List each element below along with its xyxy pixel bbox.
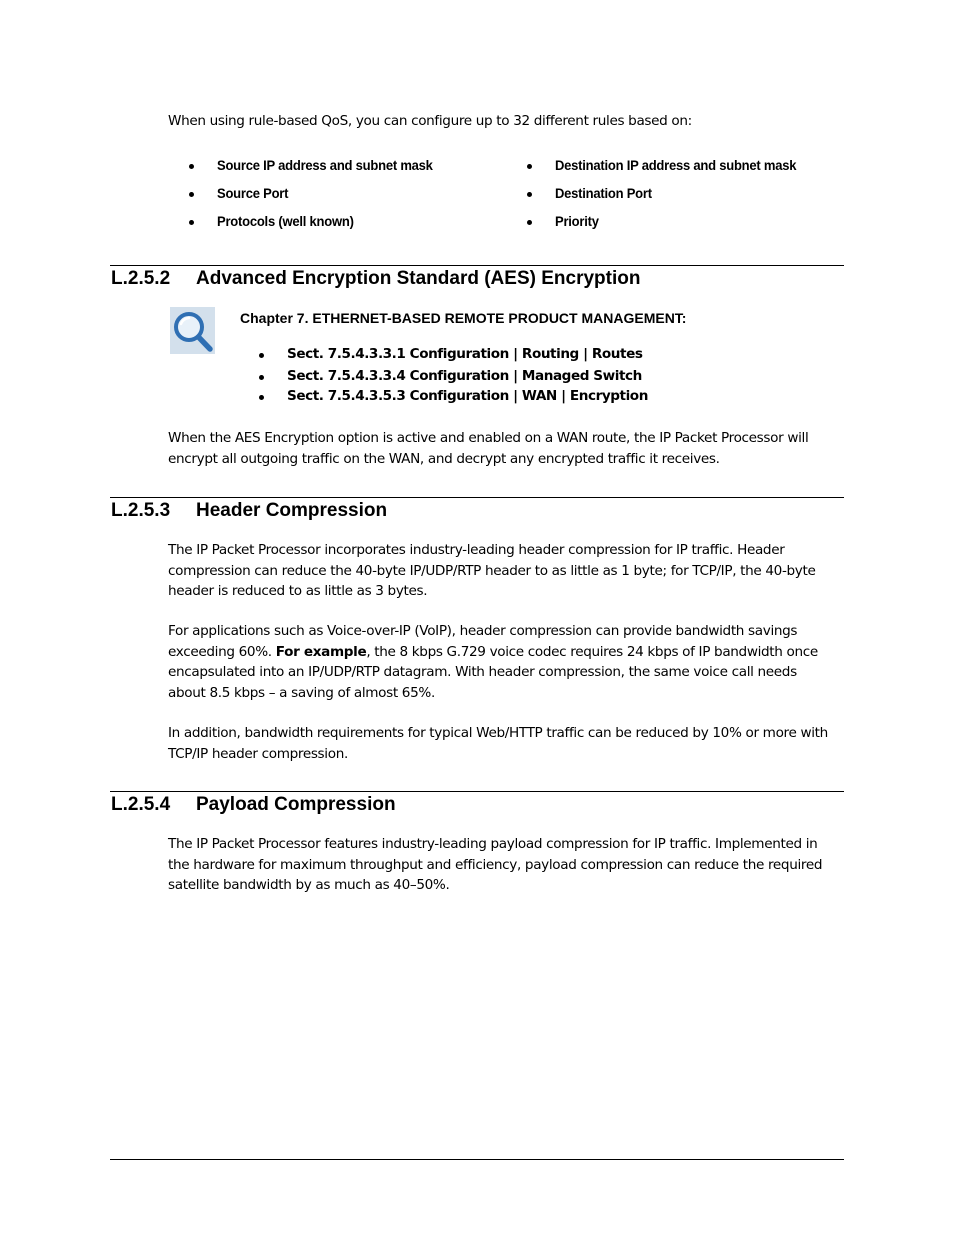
bullet-dot bbox=[259, 353, 264, 358]
section-heading-header-compression bbox=[111, 500, 387, 522]
section-divider bbox=[110, 791, 844, 792]
bullet-dot bbox=[189, 192, 194, 197]
section-heading-payload-compression bbox=[111, 794, 396, 816]
section-number: L.2.5.3 bbox=[111, 500, 171, 521]
section-title: Header Compression bbox=[196, 500, 388, 521]
reference-item: Sect. 7.5.4.3.3.1 Configuration | Routing | Routes bbox=[287, 346, 643, 362]
paragraph-text: , the 8 kbps G.729 voice codec requires 24 kbps of IP bandwidth once encapsulated into an IP/UDP/RTP datagram. With header compression, the same voice call needs about 8.5 kbps – a saving of almost 65%. bbox=[168, 643, 818, 701]
reference-item: Sect. 7.5.4.3.3.4 Configuration | Managed Switch bbox=[287, 368, 642, 384]
header-paragraph-3: In addition, bandwidth requirements for typical Web/HTTP traffic can be reduced by 10% or more with TCP/IP header compression. bbox=[168, 725, 828, 762]
rule-item: Destination IP address and subnet mask bbox=[555, 157, 797, 173]
section-title: Advanced Encryption Standard (AES) Encryption bbox=[196, 268, 641, 289]
section-divider bbox=[110, 265, 844, 266]
rule-item: Priority bbox=[555, 213, 599, 229]
reference-chapter: Chapter 7. ETHERNET-BASED REMOTE PRODUCT MANAGEMENT: bbox=[240, 310, 687, 326]
magnifier-icon bbox=[170, 307, 215, 354]
bullet-dot bbox=[189, 220, 194, 225]
bullet-dot bbox=[527, 220, 532, 225]
bullet-dot bbox=[259, 395, 264, 400]
paragraph-emphasis: For example bbox=[275, 643, 367, 660]
section-divider bbox=[110, 497, 844, 498]
paragraph-text: For applications such as Voice-over-IP (VoIP), header compression can provide bandwidth savings exceeding 60%. bbox=[168, 623, 798, 660]
header-paragraph-1: The IP Packet Processor incorporates industry-leading header compression for IP traffic. Header compression can reduce the 40-byte IP/UDP/RTP header to as little as 1 byte; for TCP/IP, the 40-byte header is reduced to as little as 3 bytes. bbox=[168, 542, 816, 599]
bullet-dot bbox=[527, 164, 532, 169]
rule-item: Protocols (well known) bbox=[217, 213, 354, 229]
reference-item: Sect. 7.5.4.3.5.3 Configuration | WAN | Encryption bbox=[287, 388, 648, 404]
payload-paragraph: The IP Packet Processor features industry-leading payload compression for IP traffic. Implemented in the hardware for maximum throughput and efficiency, payload compression can reduce the required satellite bandwidth by as much as 40–50%. bbox=[168, 836, 823, 893]
rule-item: Destination Port bbox=[555, 185, 652, 201]
section-number: L.2.5.2 bbox=[111, 268, 171, 289]
footer-divider bbox=[110, 1159, 844, 1160]
rule-item: Source IP address and subnet mask bbox=[217, 157, 433, 173]
aes-paragraph: When the AES Encryption option is active and enabled on a WAN route, the IP Packet Processor will encrypt all outgoing traffic on the WAN, and decrypt any encrypted traffic it receives. bbox=[168, 430, 809, 467]
bullet-dot bbox=[189, 164, 194, 169]
header-paragraph-2 bbox=[168, 621, 820, 703]
section-number: L.2.5.4 bbox=[111, 794, 171, 815]
bullet-dot bbox=[527, 192, 532, 197]
section-title: Payload Compression bbox=[196, 794, 396, 815]
section-heading-aes bbox=[111, 268, 640, 290]
intro-text: When using rule-based QoS, you can configure up to 32 different rules based on: bbox=[168, 113, 692, 129]
bullet-dot bbox=[259, 375, 264, 380]
rule-item: Source Port bbox=[217, 185, 289, 201]
